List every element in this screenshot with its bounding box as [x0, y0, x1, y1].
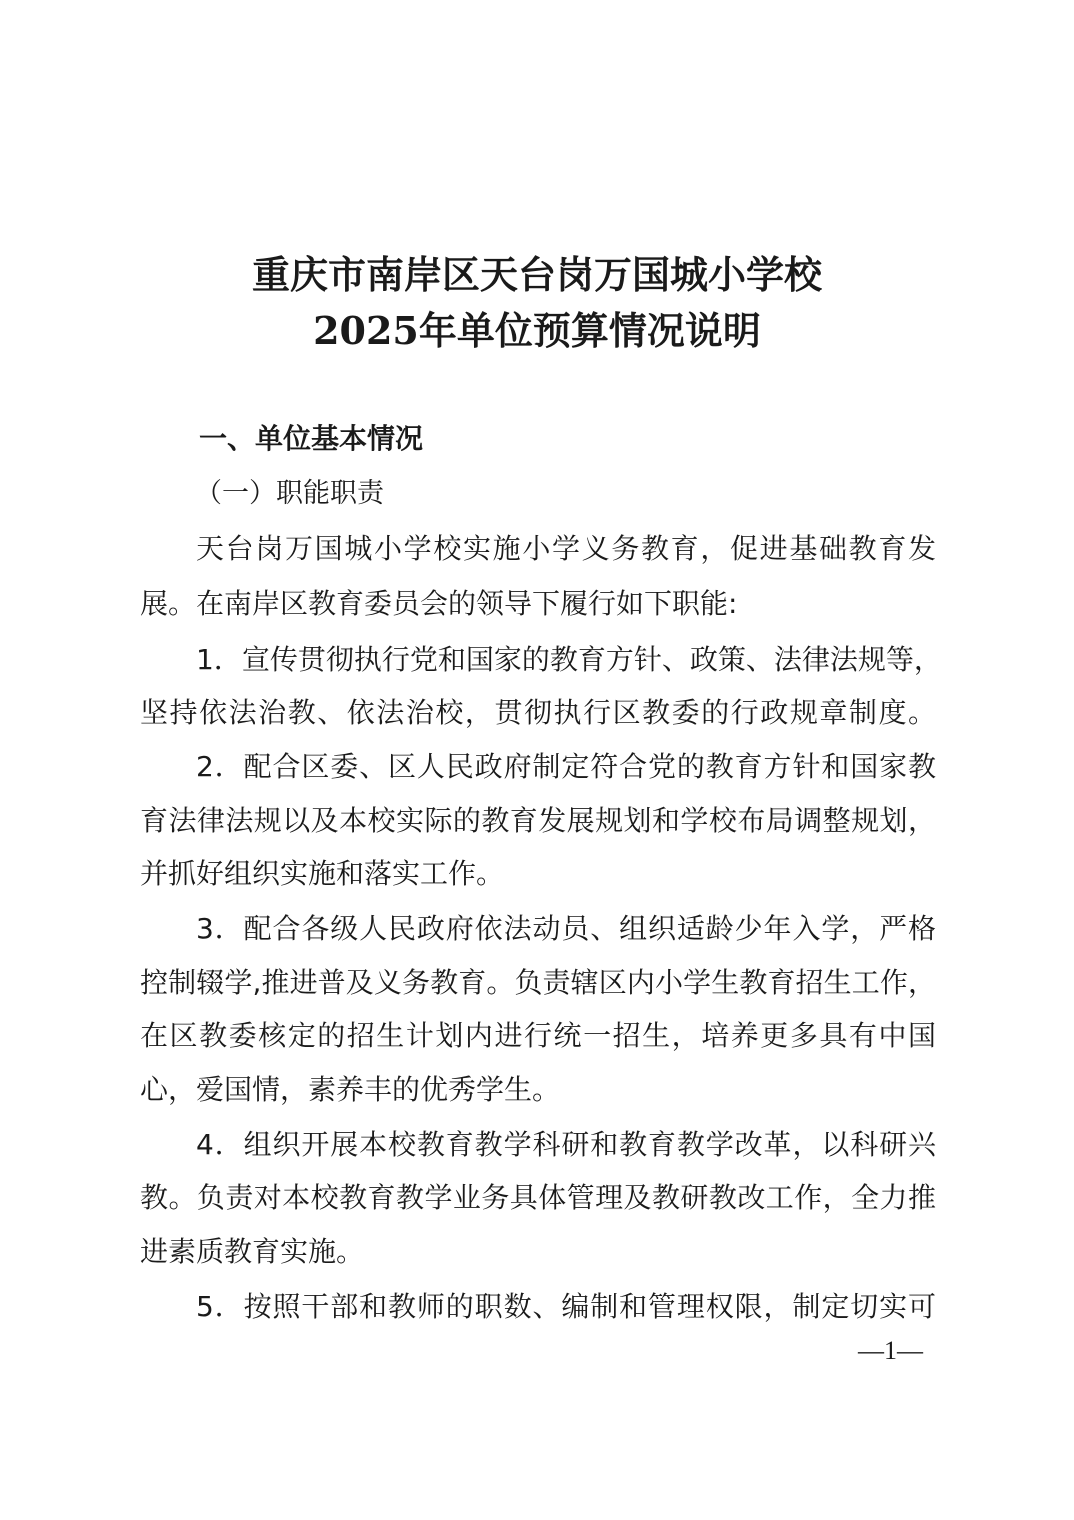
body-line: 控制辍学,推进普及义务教育。负责辖区内小学生教育招生工作， [140, 966, 936, 999]
body-line: 育法律法规以及本校实际的教育发展规划和学校布局调整规划， [140, 804, 936, 837]
body-line: 2．配合区委、区人民政府制定符合党的教育方针和国家教 [196, 750, 936, 783]
body-line: 进素质教育实施。 [140, 1235, 365, 1268]
subsection-heading: （一）职能职责 [195, 478, 384, 509]
body-line: 1．宣传贯彻执行党和国家的教育方针、政策、法律法规等， [196, 643, 942, 676]
document-title-line-2: 2025年单位预算情况说明 [313, 308, 761, 353]
body-line: 4．组织开展本校教育教学科研和教育教学改革，以科研兴 [196, 1128, 936, 1161]
page-number: —1— [858, 1336, 923, 1365]
body-line: 5．按照干部和教师的职数、编制和管理权限，制定切实可 [196, 1290, 936, 1323]
body-line: 坚持依法治教、依法治校，贯彻执行区教委的行政规章制度。 [140, 696, 936, 729]
body-line: 心，爱国情，素养丰的优秀学生。 [140, 1073, 561, 1106]
body-line: 3．配合各级人民政府依法动员、组织适龄少年入学，严格 [196, 912, 936, 945]
body-line: 教。负责对本校教育教学业务具体管理及教研教改工作，全力推 [140, 1181, 936, 1214]
section-heading: 一、单位基本情况 [199, 422, 424, 455]
body-line: 展。在南岸区教育委员会的领导下履行如下职能: [140, 587, 738, 620]
body-line: 在区教委核定的招生计划内进行统一招生，培养更多具有中国 [140, 1019, 936, 1052]
body-line: 天台岗万国城小学校实施小学义务教育，促进基础教育发 [196, 532, 936, 565]
document-title-line-1: 重庆市南岸区天台岗万国城小学校 [251, 252, 822, 297]
body-line: 并抓好组织实施和落实工作。 [140, 857, 505, 890]
